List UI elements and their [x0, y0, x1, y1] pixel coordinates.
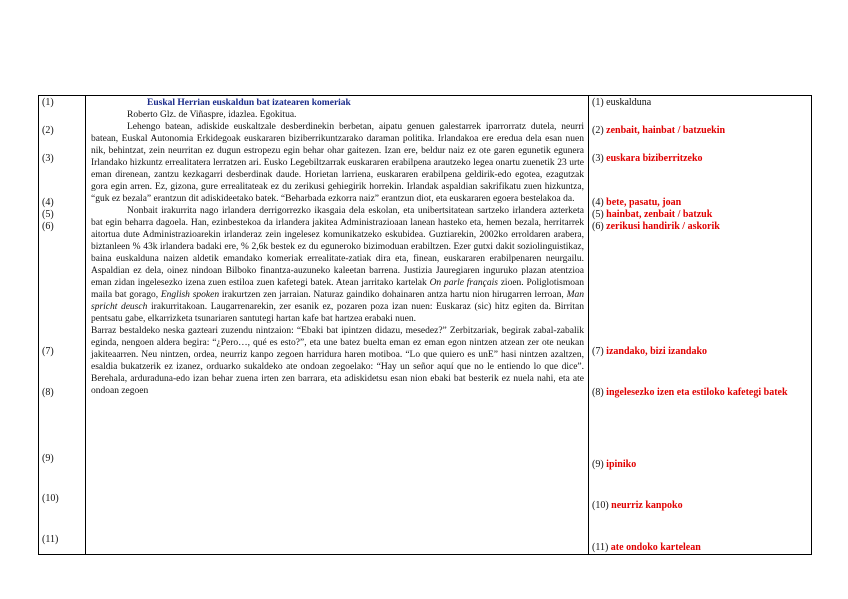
answer-item: (5) hainbat, zenbait / batzuk — [592, 209, 713, 220]
answer-item: (8) ingelesezko izen eta estiloko kafetegi batek — [592, 387, 788, 398]
answer-item: (6) zerikusi handirik / askorik — [592, 221, 720, 232]
article-column — [86, 96, 589, 554]
exercise-table — [38, 95, 812, 555]
ref-number: (4) — [42, 197, 54, 208]
italic-text: English spoken — [160, 290, 220, 300]
ref-number: (5) — [42, 209, 54, 220]
answer-item: (4) bete, pasatu, joan — [592, 197, 682, 208]
ref-number: (8) — [42, 387, 54, 398]
paragraph-text: irakurritakoan. Laugarrenarekin, zer esanik ez, pozaren poza izan nuen: Euskaraz (sic) hitz egiten da. Birritan pentsatu gabe, elkarrizketa tsunariaren santutegi hartan kafe bat hartzea erabaki nuen. — [91, 302, 584, 324]
answer-item: (10) neurriz kanpoko — [592, 500, 683, 511]
article-paragraph — [91, 205, 584, 325]
paragraph-text: irakurtzen zen jarraian. Naturaz gaindiko dohainaren antza hartu nion hirugarren lerroan, — [219, 290, 567, 300]
answer-item: (2) zenbait, hainbat / batzuekin — [592, 125, 726, 136]
article-title: Euskal Herrian euskaldun bat izatearen komeriak — [147, 98, 351, 108]
answer-item: (11) ate ondoko kartelean — [592, 542, 701, 553]
reference-number-column — [39, 96, 86, 554]
ref-number: (10) — [42, 493, 59, 504]
ref-number: (3) — [42, 153, 54, 164]
paragraph-text: zioen. Poliglotismoan maila bat gorago, — [91, 278, 584, 300]
answer-item: (9) ipiniko — [592, 459, 637, 470]
italic-text: On parle français — [429, 278, 498, 288]
ref-number: (7) — [42, 346, 54, 357]
answer-item: (3) euskara biziberritzeko — [592, 153, 703, 164]
answer-item: (1) euskalduna — [592, 97, 652, 108]
ref-number: (2) — [42, 125, 54, 136]
article-byline: Roberto Glz. de Viñaspre, idazlea. Egokitua. — [127, 110, 297, 120]
ref-number: (1) — [42, 97, 54, 108]
article-body — [91, 97, 584, 397]
paragraph-text: Nonbait irakurrita nago irlandera derrigorrezko ikasgaia dela eskolan, eta unibertsitatean sartzeko irlandera azterketa bat egin beharra dagoela. Han, ezinbestekoa da irlandera jakitea Administrazioaan lanean hasteko eta, hemen bezala, herritarrek aitortua dute Administrazioarekin irlanderaz zein ingelesez komunikatzeko eskubidea. Guztiarekin, 2002ko erroldaren arabera, biztanleen % 43k irlandera badaki ere, % 2,6k bestek ez du eguneroko bizimoduan erabiltzen. Ezer gutxi dakit soziolinguistikaz, baina euskalduna naizen aldetik emandako komeriak errealitate-zatiak dira eta, finean, euskararen erabilpenaren neurgailu. Aspaldian ez dela, oinez nindoan Bilboko finantza-auzuneko kaleetan barrena. Justizia Jauregiaren inguruko plazan atentzioa eman zidan ingelesezko izena zuen estiloa zuen kafetegi batek. Atean jarritako kartelak — [91, 206, 584, 288]
article-paragraph: Barraz bestaldeko neska gazteari zuzendu nintzaion: “Ebaki bat ipintzen didazu, mesedez?” Zerbitzariak, begirak zabal-zabalik eginda, nengoen aldera begira: “¿Pero…, qué es esto?”, eta une batez buelta eman ez eman egon nintzen atzean zer ote neukan jakiteaarren. Neu nintzen, ordea, neurriz kanpo zegoen harridura haren motiboa. “Lo que quiero es unE” hasi nintzen azaltzen, esaldia bukatzerik ez izanez, orduarko sukaldeko ate ondoan zegoelako: “Hay un señor aquí que no le entiendo lo que dice”. Berehala, arduraduna-edo izan behar zuena irten zen barrara, eta adiskidetsu esan nion ebaki bat besterik ez nuela nahi, eta ate ondoan zegoen — [91, 326, 584, 396]
article-paragraph: Lehengo batean, adiskide euskaltzale desberdinekin berbetan, aipatu genuen galestarrek iparrorratz dutela, neurri batean, Euskal Autonomia Erkidegoak euskararen biziberrikuntzarako daraman politika. Irlandakoa ere eredua dela esan nuen nik, behintzat, zein neurritan ez dugun estropezu egin behar ohar gaitezen. Izan ere, beldur naiz ez ote garen egunetik egunera Irlandako hizkuntz errealitatera lerratzen ari. Eusko Legebiltzarrak euskararen erabilpena arautzeko legea onartu zuenetik 23 urte eman direnean, zantzu kezkagarri desberdinak daude. Horietan larriena, euskararen erabilpena geldirik-edo egotea, ezagutzak gora egin arren. Ez, gizona, gure errealitateak ez du zerikusi gehiegirik horrekin. Irlandak aspaldian sakrifikatu zuen hizkuntza, “guk ez bezala” erantzun dit adiskideetako batek. “Beharbada ezkorra naiz” erantzun diot, eta euskararen egoera bestelakoa da. — [91, 122, 584, 204]
ref-number: (9) — [42, 453, 54, 464]
answers-column — [589, 96, 811, 554]
answer-item: (7) izandako, bizi izandako — [592, 346, 708, 357]
italic-text: Man spricht deusch — [91, 290, 584, 312]
ref-number: (6) — [42, 221, 54, 232]
ref-number: (11) — [42, 534, 59, 545]
